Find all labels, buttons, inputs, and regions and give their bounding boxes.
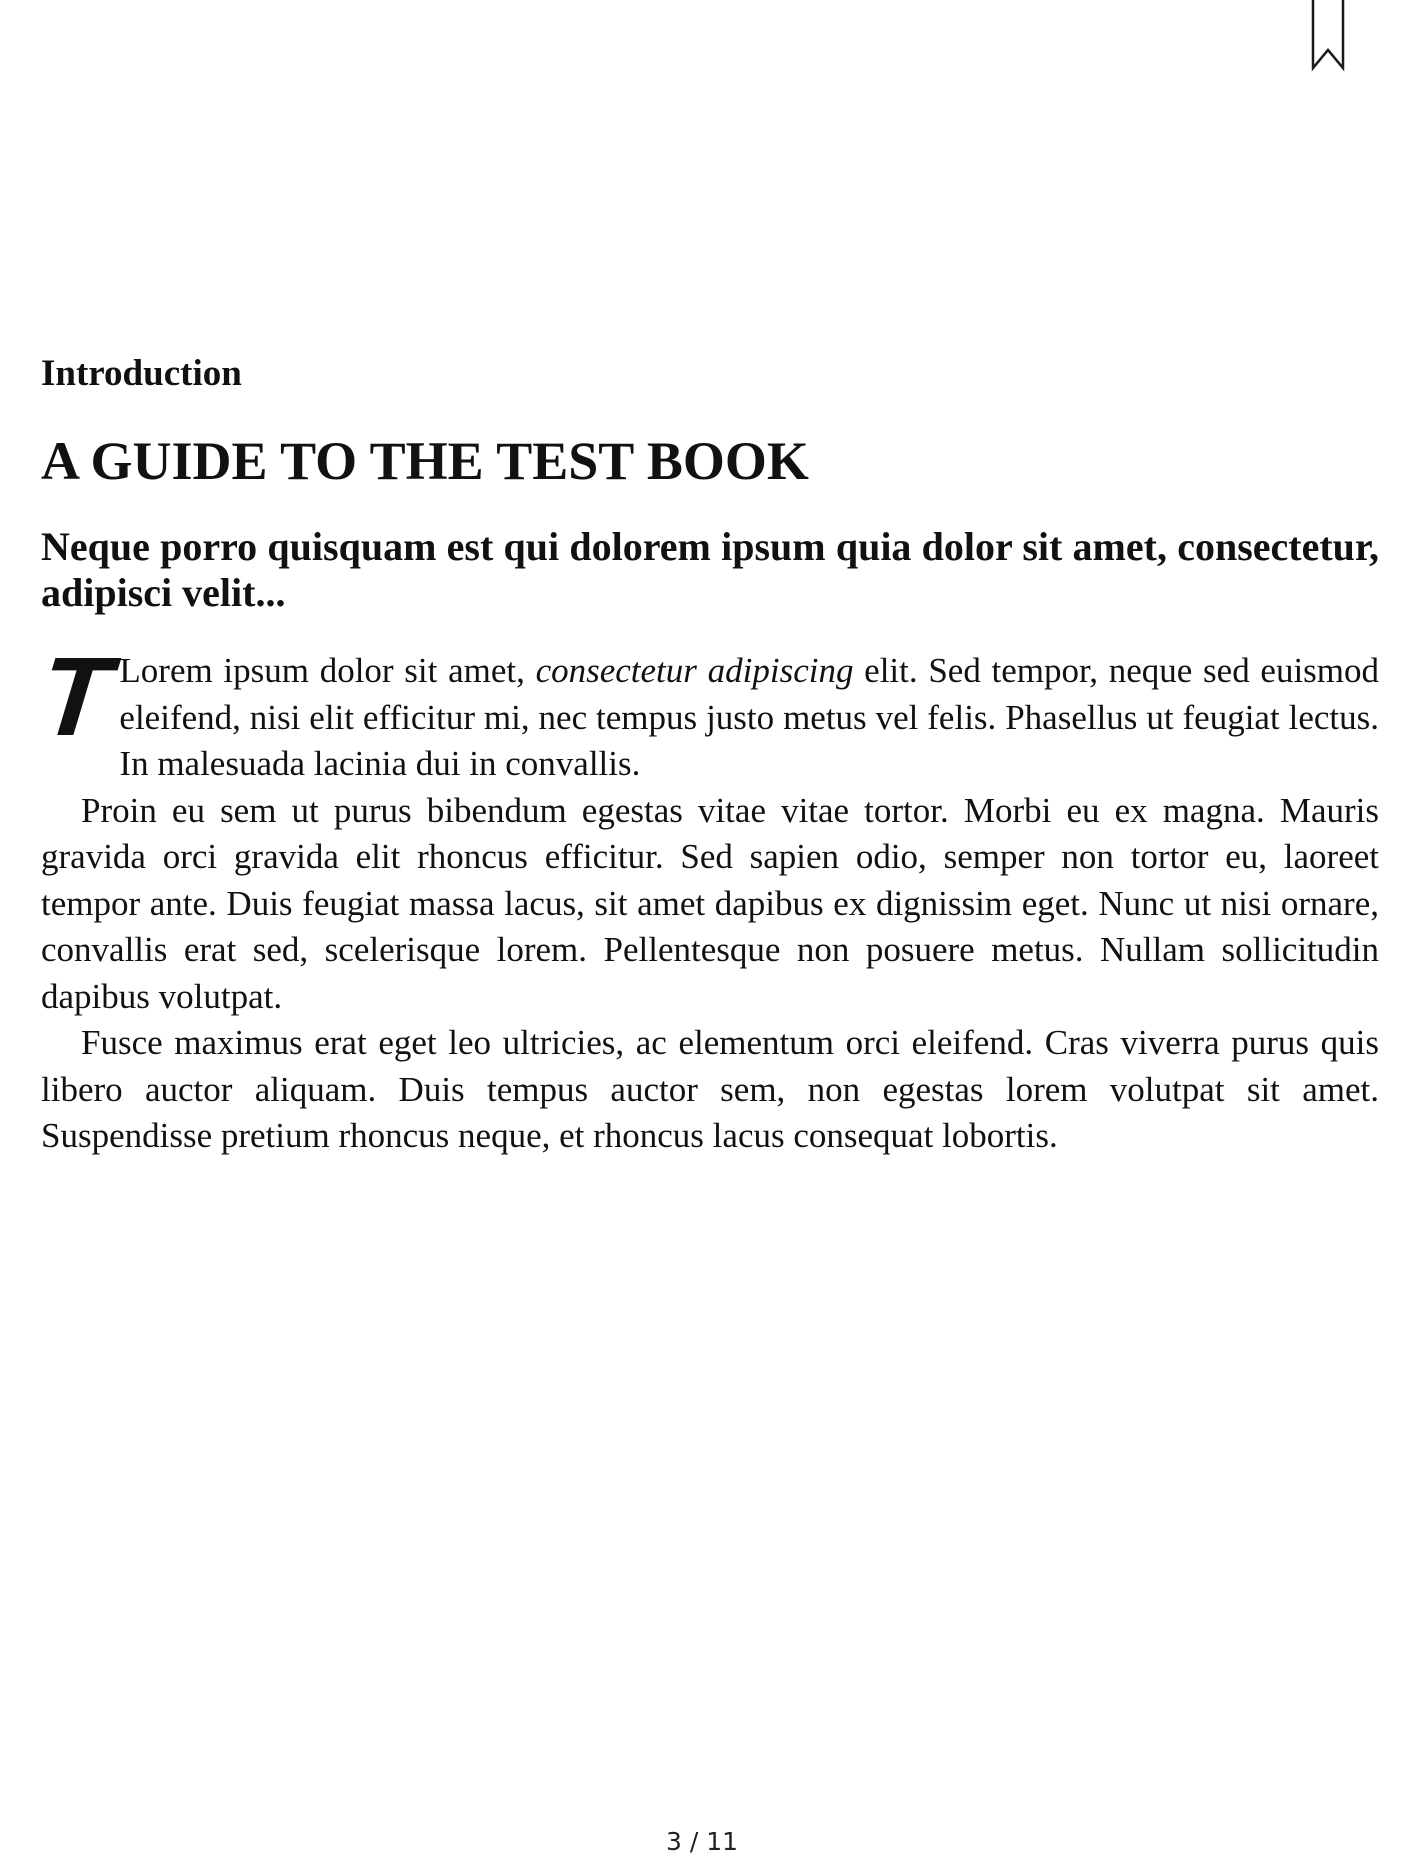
chapter-subtitle: Neque porro quisquam est qui dolorem ipsum quia dolor sit amet, consectetur, adipisci velit... bbox=[41, 524, 1379, 615]
page-content bbox=[34, 352, 1380, 1160]
paragraph-1-lead: Lorem ipsum dolor sit amet, bbox=[119, 651, 536, 690]
paragraph-1-italic: consectetur adipiscing bbox=[535, 651, 854, 690]
paragraph-2: Proin eu sem ut purus bibendum egestas vitae vitae tortor. Morbi eu ex magna. Mauris gravida orci gravida elit rhoncus efficitur. Sed sapien odio, semper non tortor eu, laoreet tempor ante. Duis feugiat massa lacus, sit amet dapibus ex dignissim eget. Nunc ut nisi ornare, convallis erat sed, scelerisque lorem. Pellentesque non posuere metus. Nullam sollicitudin dapibus volutpat. bbox=[41, 790, 1379, 1016]
paragraph-1 bbox=[34, 634, 1380, 788]
drop-cap: T bbox=[34, 634, 117, 759]
bookmark-icon[interactable] bbox=[1310, 0, 1346, 72]
page-indicator: 3 / 11 bbox=[665, 1827, 739, 1856]
paragraph-1-rest: elit. Sed tempor, neque sed euismod eleifend, nisi elit efficitur mi, nec tempus justo metus vel felis. Phasellus ut feugiat lectus. In malesuada lacinia dui in convallis. bbox=[119, 651, 1380, 783]
chapter-title: A GUIDE TO THE TEST BOOK bbox=[41, 431, 809, 491]
chapter-label: Introduction bbox=[41, 353, 242, 394]
paragraph-3: Fusce maximus erat eget leo ultricies, ac elementum orci eleifend. Cras viverra purus quis libero auctor aliquam. Duis tempus auctor sem, non egestas lorem volutpat sit amet. Suspendisse pretium rhoncus neque, et rhoncus lacus consequat lobortis. bbox=[41, 1023, 1379, 1155]
